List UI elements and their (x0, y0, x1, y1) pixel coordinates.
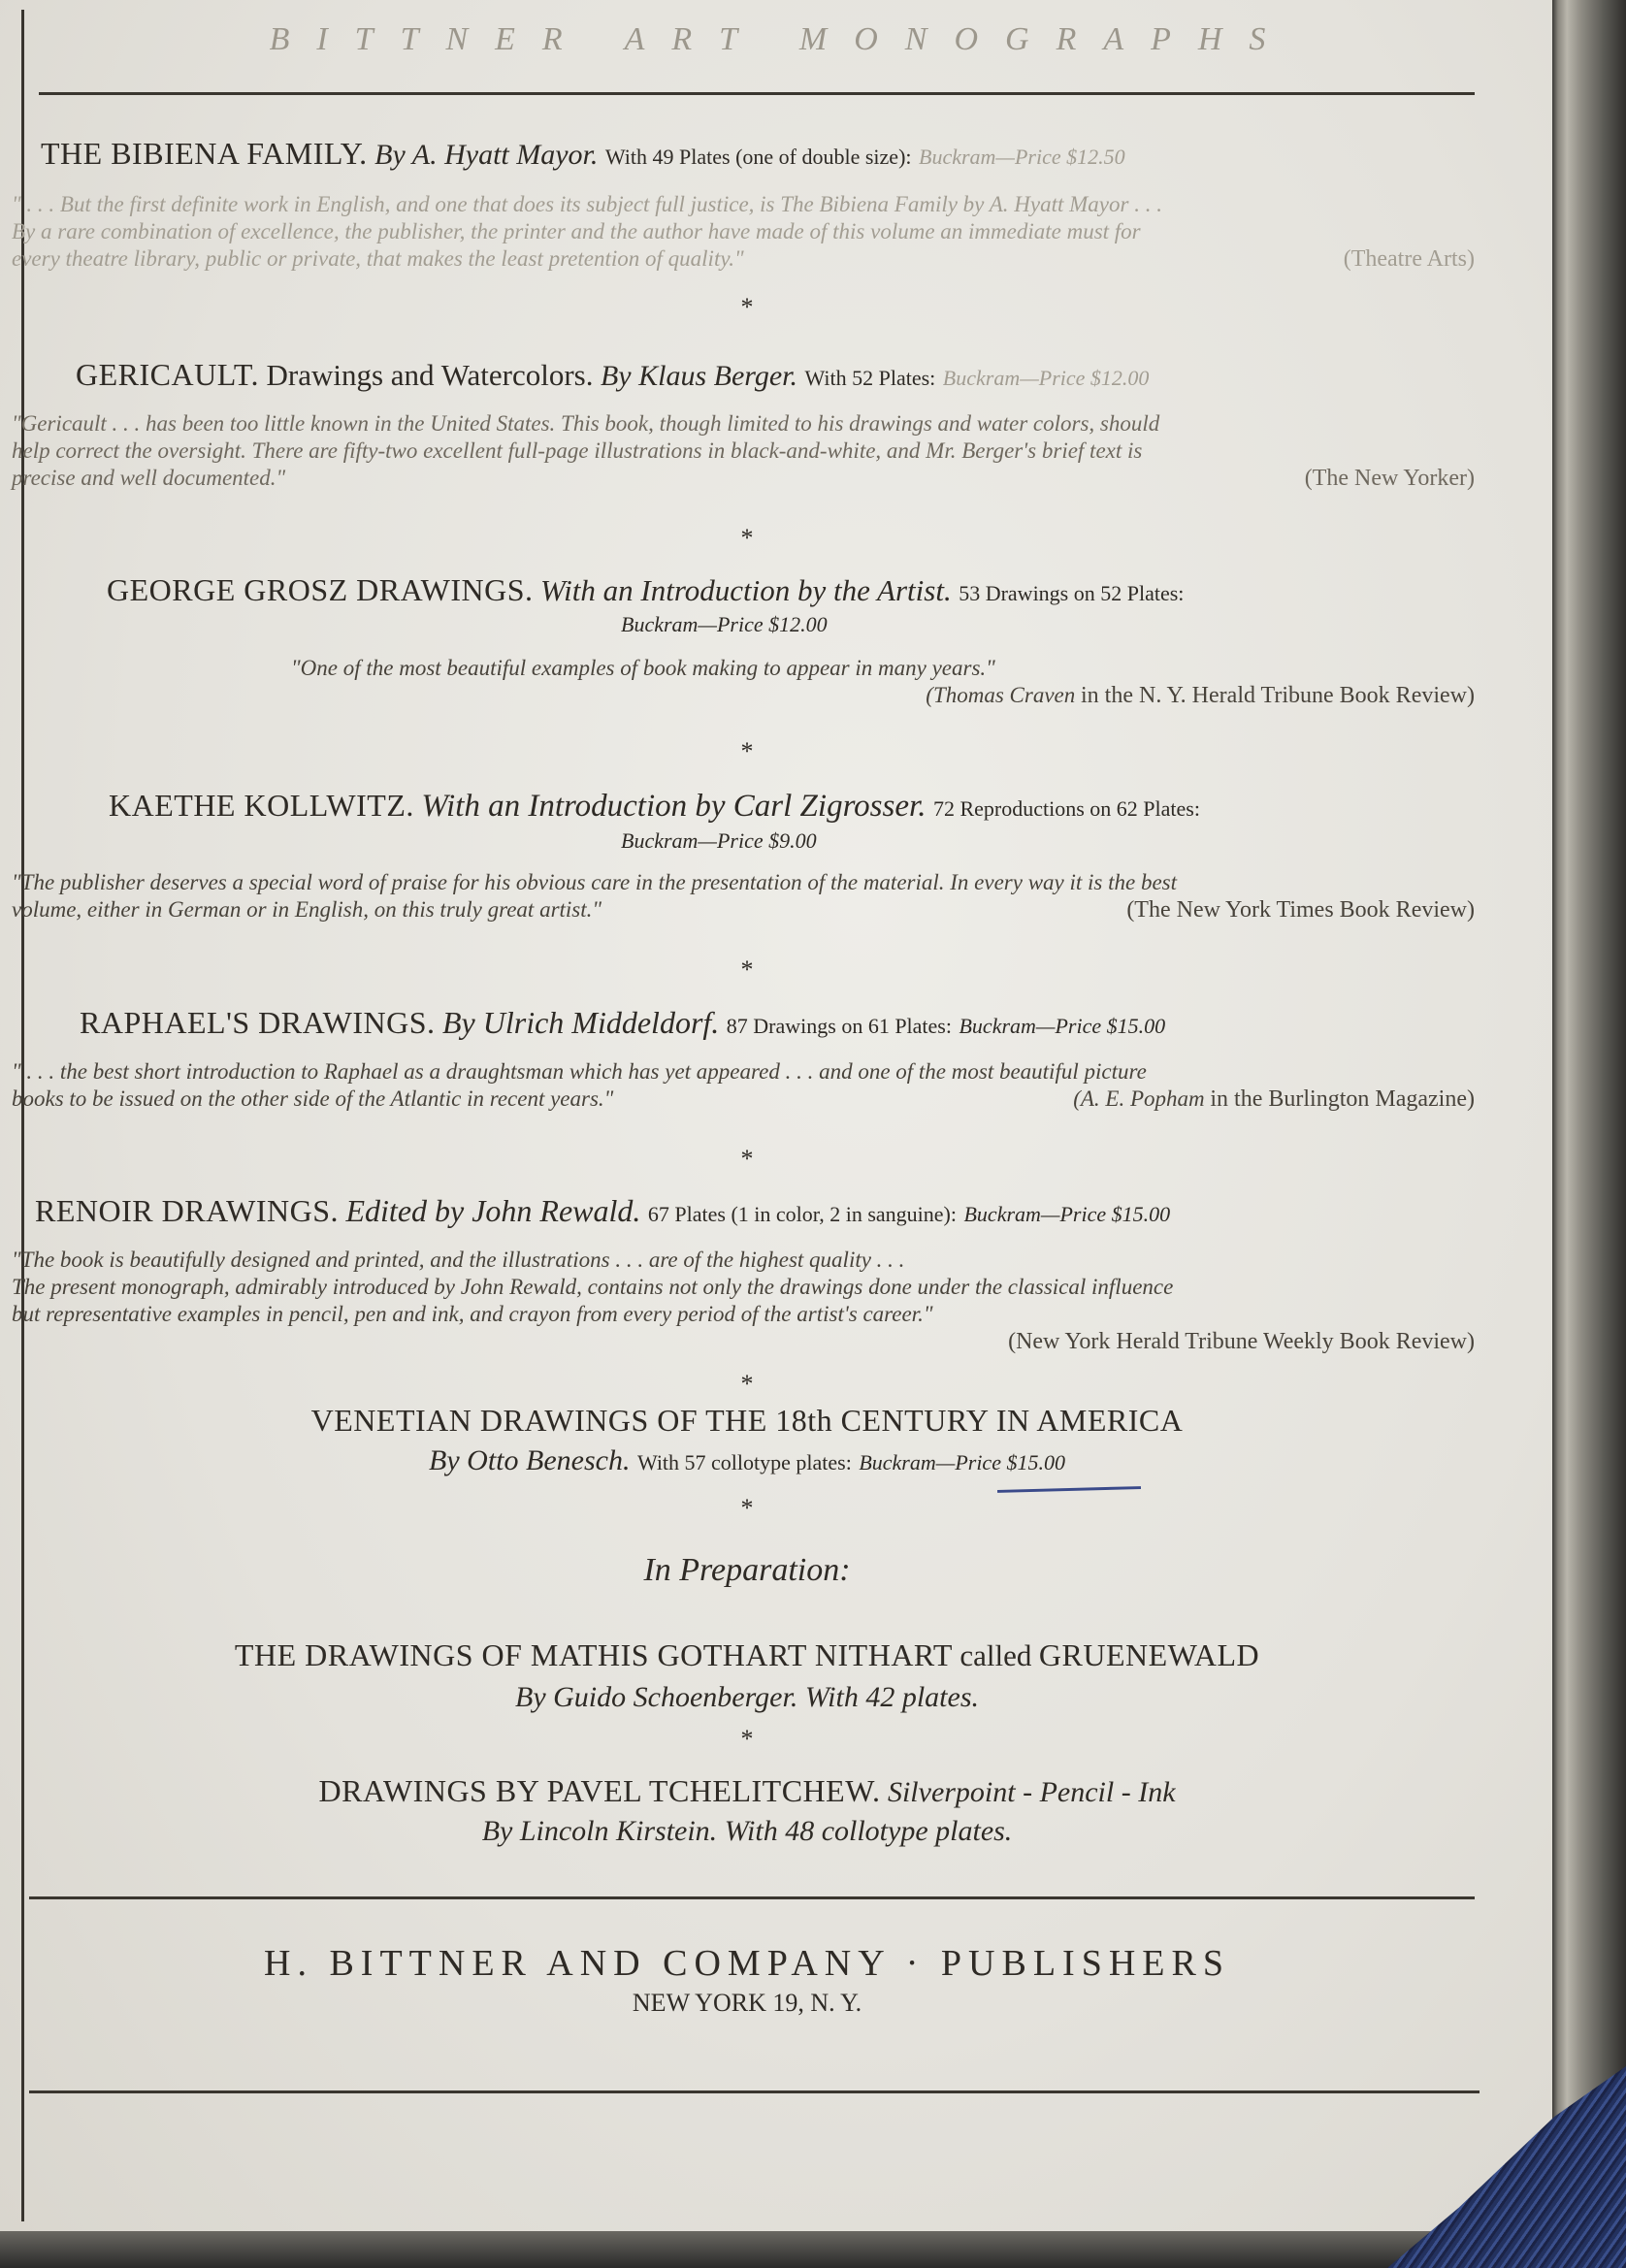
publisher-address: NEW YORK 19, N. Y. (632, 1989, 862, 2017)
entry-bibiena (0, 136, 1513, 273)
entry-author: By A. Hyatt Mayor. (374, 139, 599, 171)
page-edge-shadow (0, 2231, 1626, 2268)
entry-source: (New York Herald Tribune Weekly Book Review) (1008, 1329, 1475, 1354)
entry-author: By Klaus Berger. (600, 360, 798, 392)
publisher-name: H. BITTNER AND COMPANY · PUBLISHERS (264, 1943, 1230, 1984)
entry-renoir (0, 1193, 1513, 1355)
page-frame (21, 10, 1555, 2221)
separator-star: * (740, 737, 754, 765)
separator-star: * (740, 1494, 754, 1522)
entry-venetian (0, 1403, 1513, 1477)
entry-subtitle: Drawings and Watercolors. (266, 358, 594, 392)
entry-binding: Buckram—Price $9.00 (621, 828, 817, 853)
running-head: BITTNER ART MONOGRAPHS (269, 21, 1293, 57)
entry-author: With an Introduction by Carl Zigrosser. (421, 789, 927, 824)
entry-source: (The New York Times Book Review) (1126, 897, 1475, 923)
separator-star: * (740, 956, 754, 984)
preparation-gruenewald: THE DRAWINGS OF MATHIS GOTHART NITHART called GRUENEWALD By Guido Schoenberger. With 42 plates. (234, 1637, 1260, 1713)
entry-source: (The New Yorker) (1304, 466, 1475, 491)
entry-kollwitz (0, 788, 1513, 923)
entry-title: VENETIAN DRAWINGS OF THE 18th CENTURY IN AMERICA (310, 1403, 1184, 1438)
entry-details: 87 Drawings on 61 Plates: (726, 1014, 952, 1038)
entry-source-author: (Thomas Craven (926, 683, 1076, 707)
footer-rule-bottom (29, 2090, 1480, 2093)
entry-source: in the Burlington Magazine) (1210, 1086, 1475, 1112)
entry-quote: "The book is beautifully designed and printed, and the illustrations . . . are of the highest quality . . . The present monograph, admirably introduced by John Rewald, contains not only the drawings done under the classical influence but representative examples in pencil, pen and ink, and crayon from every period of the artist's career." (New York Herald Tribune Weekly Book Review) (0, 1247, 1513, 1355)
header-rule (39, 92, 1475, 95)
entry-author: By Lincoln Kirstein. (481, 1815, 718, 1847)
entry-title: THE BIBIENA FAMILY. (41, 136, 368, 171)
entry-title: GERICAULT. (76, 357, 259, 392)
separator-star: * (740, 1725, 754, 1753)
entry-source-author: (A. E. Popham (1073, 1086, 1205, 1111)
entry-quote: "The publisher deserves a special word of praise for his obvious care in the presentation of the material. In every way it is the best volume, either in German or in English, on this truly great artist." (The New York Times Book Review) (12, 870, 1475, 923)
entry-details: 67 Plates (1 in color, 2 in sanguine): (647, 1202, 957, 1226)
entry-details: With 52 Plates: (804, 366, 936, 390)
entry-source: in the N. Y. Herald Tribune Book Review) (1081, 683, 1475, 708)
entry-author: By Guido Schoenberger. (515, 1681, 798, 1713)
entry-quote: "Gericault . . . has been too little known in the United States. This book, though limited to his drawings and water colors, should help correct the oversight. There are fifty-two excellent full-page illustrations in black-and-white, and Mr. Berger's brief text is precise and well documented." (The New Yorker) (12, 411, 1475, 491)
separator-star: * (740, 293, 754, 321)
entry-quote: " . . . the best short introduction to Raphael as a draughtsman which has yet appeared . . . and one of the most beautiful picture books to be issued on the other side of the Atlantic in recent years." (A. E. Popham in the Burlington Magazine) (12, 1059, 1475, 1112)
entry-raphael (0, 1005, 1513, 1113)
entry-details: With 42 plates. (804, 1681, 979, 1713)
book-spine (1552, 0, 1626, 2268)
entry-details: With 57 collotype plates: (636, 1450, 852, 1474)
entry-grosz (0, 572, 1513, 709)
entry-gericault (0, 357, 1513, 492)
entry-author: By Ulrich Middeldorf. (442, 1005, 720, 1040)
entry-binding: Buckram—Price $12.00 (621, 612, 828, 636)
entry-quote: " . . . But the first definite work in English, and one that does its subject full justice, is The Bibiena Family by A. Hyatt Mayor . . . By a rare combination of excellence, the publisher, the printer and the author have made of this volume an immediate must for every theatre library, public or private, that makes the least pretention of quality." (Theatre Arts) (12, 192, 1475, 272)
entry-title: GEORGE GROSZ DRAWINGS. (107, 572, 534, 607)
entry-title: DRAWINGS BY PAVEL TCHELITCHEW. (318, 1773, 881, 1808)
entry-author: Edited by John Rewald. (345, 1193, 641, 1228)
entry-media: Silverpoint - Pencil - Ink (887, 1776, 1176, 1808)
entry-title: KAETHE KOLLWITZ. (109, 788, 414, 823)
entry-title: THE DRAWINGS OF MATHIS GOTHART NITHART (234, 1637, 953, 1672)
entry-source: (Theatre Arts) (1343, 246, 1475, 272)
entry-details: 72 Reproductions on 62 Plates: (932, 796, 1200, 821)
entry-quote: "One of the most beautiful examples of book making to appear in many years." (Thomas Craven in the N. Y. Herald Tribune Book Review) (291, 656, 1475, 708)
entry-author: With an Introduction by the Artist. (540, 573, 952, 607)
preparation-heading: In Preparation: (643, 1552, 851, 1588)
preparation-tchelitchew (0, 1773, 1513, 1848)
entry-title: RAPHAEL'S DRAWINGS. (80, 1005, 436, 1040)
entry-title: RENOIR DRAWINGS. (35, 1193, 339, 1228)
entry-binding: Buckram—Price $15.00 (963, 1202, 1171, 1226)
entry-binding: Buckram—Price $15.00 (859, 1450, 1065, 1474)
separator-star: * (740, 1370, 754, 1398)
separator-star: * (740, 1145, 754, 1173)
entry-details: With 49 Plates (one of double size): (604, 145, 912, 169)
footer-rule-top (29, 1896, 1475, 1899)
entry-details: 53 Drawings on 52 Plates: (959, 581, 1185, 605)
entry-details: With 48 collotype plates. (724, 1815, 1013, 1847)
separator-star: * (740, 524, 754, 552)
entry-author: By Otto Benesch. (429, 1444, 631, 1476)
entry-binding: Buckram—Price $12.00 (942, 366, 1150, 390)
entry-binding: Buckram—Price $12.50 (919, 145, 1125, 169)
entry-binding: Buckram—Price $15.00 (959, 1014, 1166, 1038)
